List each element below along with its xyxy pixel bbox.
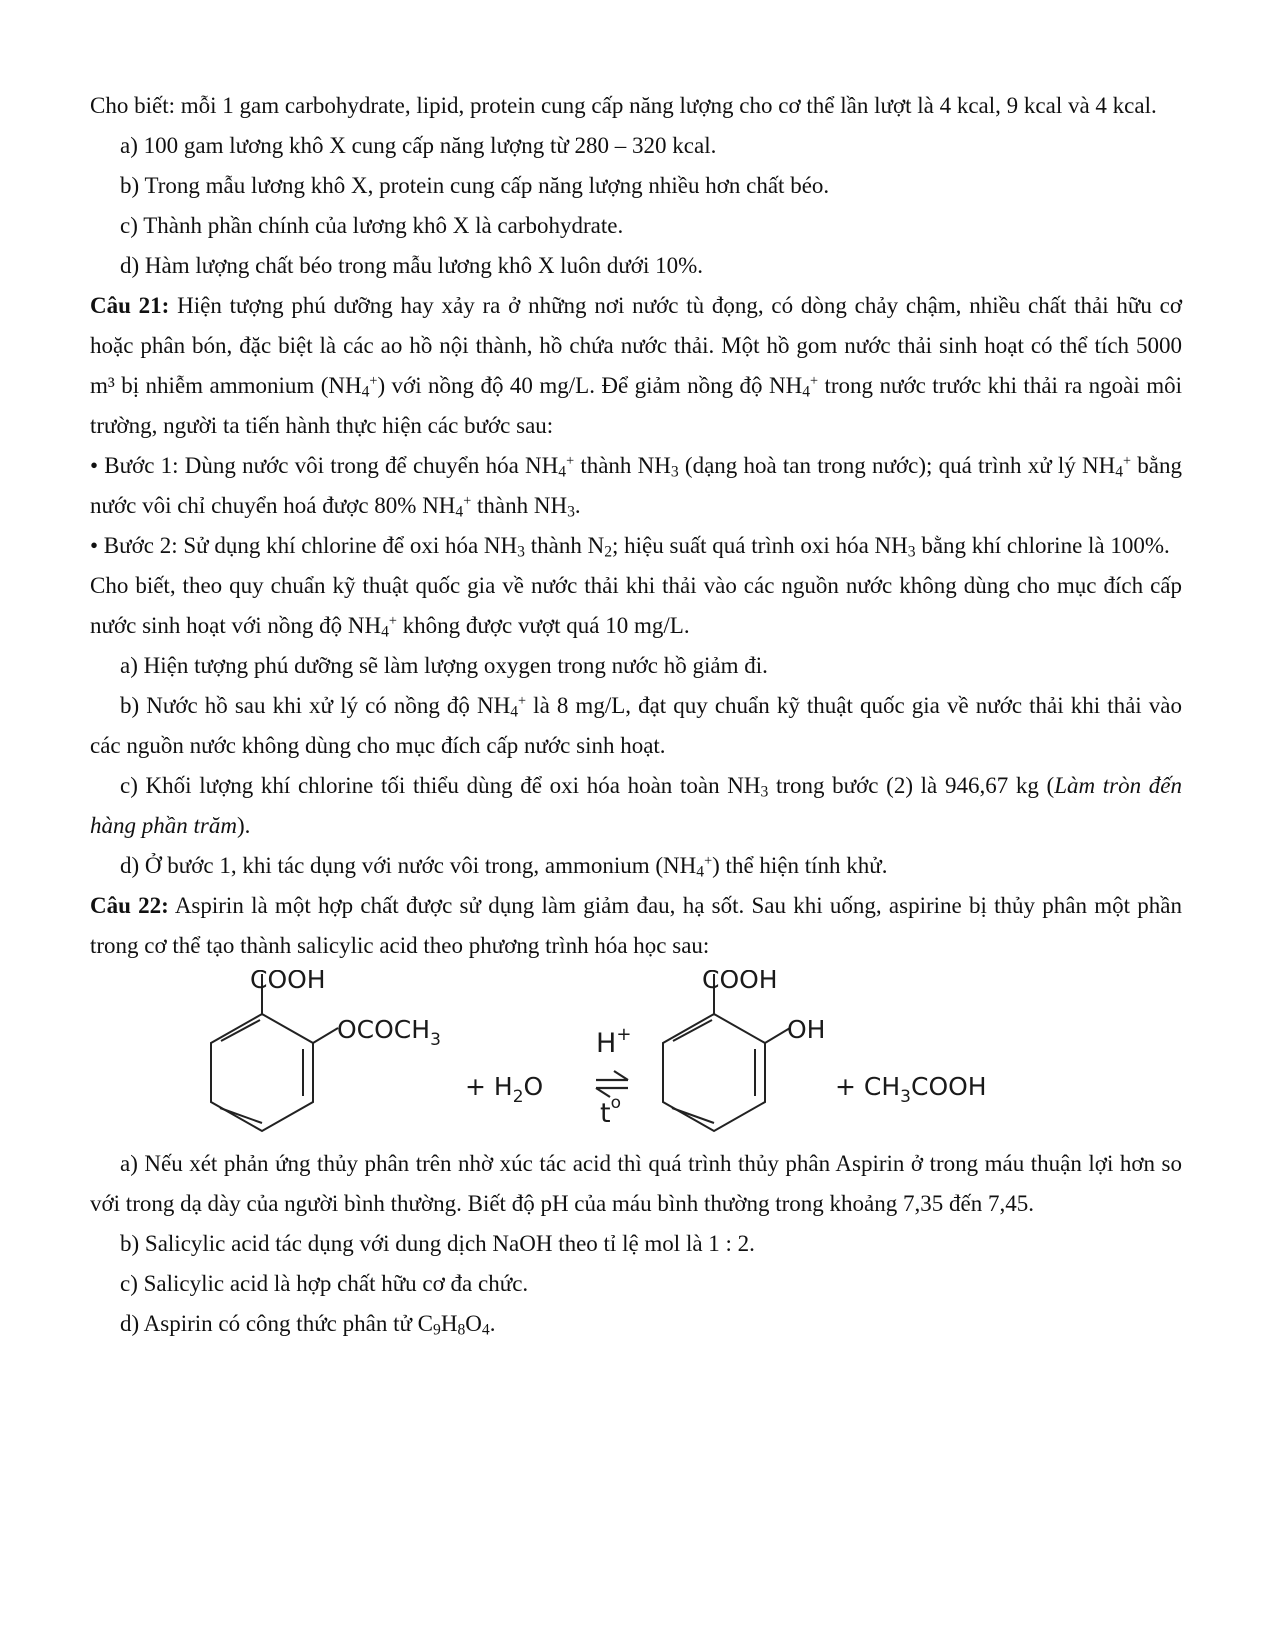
question-22-label: Câu 22: [90,893,169,918]
question-22-stem: Câu 22: Aspirin là một hợp chất được sử dụng làm giảm đau, hạ sốt. Sau khi uống, aspirine bị thủy phân một phần trong cơ thể tạo thành salicylic acid theo phương trình hóa học sau: [90,893,1183,958]
aspirin-hydrolysis-reaction [90,970,1182,1138]
aspirin-ococh3-label: $OCOCH_3$ [337,1015,441,1050]
intro-option-c: c) Thành phần chính của lương khô X là carbohydrate. [120,213,624,238]
given-energy-values: Cho biết: mỗi 1 gam carbohydrate, lipid, protein cung cấp năng lượng cho cơ thể lần lượt là 4 kcal, 9 kcal và 4 kcal. [90,93,1157,118]
reaction-diagram [90,970,1182,1138]
aspirin-cooh-label: COOH [250,970,326,994]
question-21-label: Câu 21: [90,293,170,318]
salicylic-acid-benzene-ring [663,974,790,1131]
question-22-option-a: a) Nếu xét phản ứng thủy phân trên nhờ xúc tác acid thì quá trình thủy phân Aspirin ở trong máu thuận lợi hơn so với trong dạ dày của người bình thường. Biết độ pH của máu bình thường trong khoảng 7,35 đến 7,45. [90,1151,1182,1216]
question-21-stem: Câu 21: Hiện tượng phú dưỡng hay xảy ra ở những nơi nước tù đọng, có dòng chảy chậm, nhiều chất thải hữu cơ hoặc phân bón, đặc biệt là các ao hồ nội thành, hồ chứa nước thải. Một hồ gom nước thải sinh hoạt có thể tích 5000 m³ bị nhiễm ammonium $(NH_4^+)$ với nồng độ 40 mg/L. Để giảm nồng độ $NH_4^+$ trong nước trước khi thải ra ngoài môi trường, người ta tiến hành thực hiện các bước sau: [90,293,1183,438]
intro-option-d: d) Hàm lượng chất béo trong mẫu lương khô X luôn dưới 10%. [120,253,703,278]
question-22-option-d: d) Aspirin có công thức phân tử $C_9H_8O_4$. [120,1311,496,1339]
salicylic-oh-label: OH [787,1015,826,1044]
document-page [90,86,1182,1344]
question-21-step-2: • Bước 2: Sử dụng khí chlorine để oxi hóa $NH_3$ thành $N_2$; hiệu suất quá trình oxi hóa $NH_3$ bằng khí chlorine là 100%. [90,533,1170,561]
question-21-option-a: a) Hiện tượng phú dưỡng sẽ làm lượng oxygen trong nước hồ giảm đi. [120,653,768,678]
question-21-option-c: c) Khối lượng khí chlorine tối thiểu dùng để oxi hóa hoàn toàn $NH_3$ trong bước (2) là 946,67 kg (Làm tròn đến hàng phần trăm). [90,773,1182,838]
water-reactant-label: + $H_2O$ [465,1072,544,1107]
question-22-option-c: c) Salicylic acid là hợp chất hữu cơ đa chức. [120,1271,529,1296]
intro-option-a: a) 100 gam lương khô X cung cấp năng lượng từ 280 – 320 kcal. [120,133,717,158]
intro-option-b: b) Trong mẫu lương khô X, protein cung cấp năng lượng nhiều hơn chất béo. [120,173,830,198]
question-22-option-b: b) Salicylic acid tác dụng với dung dịch NaOH theo tỉ lệ mol là 1 : 2. [120,1231,755,1256]
salicylic-cooh-label: COOH [702,970,778,994]
question-21-given: Cho biết, theo quy chuẩn kỹ thuật quốc gia về nước thải khi thải vào các nguồn nước không dùng cho mục đích cấp nước sinh hoạt với nồng độ $NH_4^+$ không được vượt quá 10 mg/L. [90,573,1182,641]
acid-catalyst-label: H+ [596,1024,632,1059]
aspirin-benzene-ring [211,974,338,1131]
aspirin-ester-bond [313,1028,338,1043]
question-21-step-1: • Bước 1: Dùng nước vôi trong để chuyển hóa $NH_4^+$ thành $NH_3$ (dạng hoà tan trong nước); quá trình xử lý $NH_4^+$ bằng nước vôi chỉ chuyển hoá được 80% $NH_4^+$ thành $NH_3$. [90,453,1182,521]
question-21-option-b: b) Nước hồ sau khi xử lý có nồng độ $NH_4^+$ là 8 mg/L, đạt quy chuẩn kỹ thuật quốc gia về nước thải khi thải vào các nguồn nước không dùng cho mục đích cấp nước sinh hoạt. [90,693,1182,758]
heat-condition-label: $t^o$ [600,1093,621,1129]
question-21-option-d: d) Ở bước 1, khi tác dụng với nước vôi trong, ammonium $(NH_4^+)$ thể hiện tính khử. [120,853,888,881]
acetic-acid-product-label: + $CH_3COOH$ [835,1072,987,1107]
